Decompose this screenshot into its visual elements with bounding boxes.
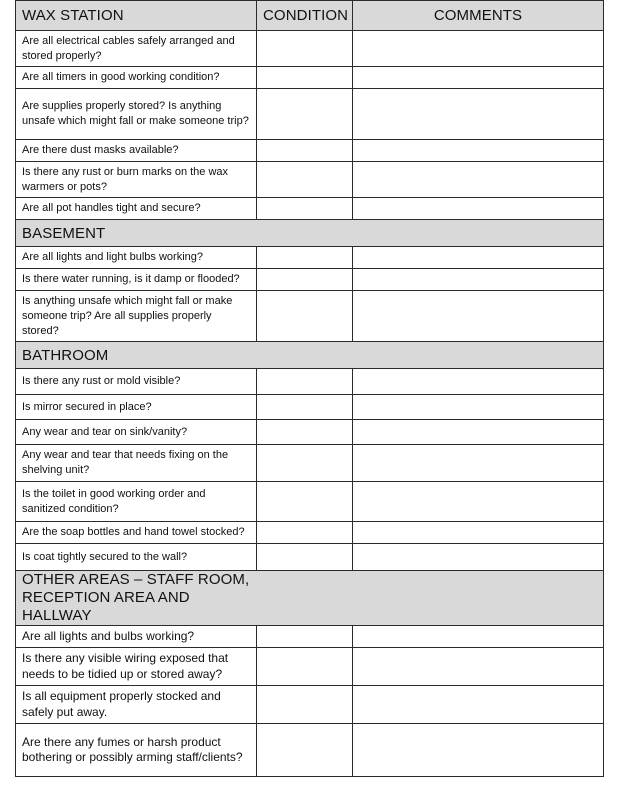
question-text: Is there water running, is it damp or flooded? [16, 269, 257, 291]
section-title: BATHROOM [16, 342, 604, 369]
condition-cell[interactable] [257, 31, 353, 67]
table-row [16, 626, 604, 648]
question-text: Are there dust masks available? [16, 140, 257, 162]
table-row [16, 67, 604, 89]
condition-cell[interactable] [257, 67, 353, 89]
condition-cell[interactable] [257, 626, 353, 648]
question-text: Any wear and tear that needs fixing on the shelving unit? [16, 445, 257, 482]
condition-cell[interactable] [257, 544, 353, 571]
comments-cell[interactable] [353, 482, 604, 522]
comments-cell[interactable] [353, 162, 604, 198]
question-text: Are all lights and light bulbs working? [16, 247, 257, 269]
table-row [16, 31, 604, 67]
condition-cell[interactable] [257, 291, 353, 342]
question-text: Is coat tightly secured to the wall? [16, 544, 257, 571]
comments-cell[interactable] [353, 291, 604, 342]
comments-column-header: COMMENTS [353, 1, 604, 31]
comments-cell[interactable] [353, 395, 604, 420]
condition-cell[interactable] [257, 724, 353, 777]
condition-cell[interactable] [257, 420, 353, 445]
question-text: Is there any visible wiring exposed that needs to be tidied up or stored away? [16, 648, 257, 686]
table-row [16, 420, 604, 445]
table-row [16, 724, 604, 777]
condition-cell[interactable] [257, 140, 353, 162]
condition-cell[interactable] [257, 445, 353, 482]
table-row [16, 291, 604, 342]
comments-cell[interactable] [353, 369, 604, 395]
section-header-bathroom [16, 342, 604, 369]
table-row [16, 648, 604, 686]
table-row [16, 686, 604, 724]
comments-cell[interactable] [353, 626, 604, 648]
comments-cell[interactable] [353, 724, 604, 777]
section-title-text: OTHER AREAS – STAFF ROOM, RECEPTION AREA AND HALLWAY [22, 571, 250, 624]
question-text: Are the soap bottles and hand towel stocked? [16, 522, 257, 544]
question-text: Are all electrical cables safely arranged and stored properly? [16, 31, 257, 67]
table-row [16, 395, 604, 420]
table-row [16, 269, 604, 291]
condition-cell[interactable] [257, 247, 353, 269]
condition-column-header: CONDITION [257, 1, 353, 31]
question-text: Is mirror secured in place? [16, 395, 257, 420]
table-row [16, 369, 604, 395]
comments-cell[interactable] [353, 67, 604, 89]
condition-cell[interactable] [257, 198, 353, 220]
section-title: WAX STATION [16, 1, 257, 31]
comments-cell[interactable] [353, 445, 604, 482]
question-text: Are all lights and bulbs working? [16, 626, 257, 648]
comments-cell[interactable] [353, 420, 604, 445]
question-text: Is there any rust or burn marks on the wax warmers or pots? [16, 162, 257, 198]
comments-cell[interactable] [353, 89, 604, 140]
comments-cell[interactable] [353, 522, 604, 544]
question-text: Is there any rust or mold visible? [16, 369, 257, 395]
table-row [16, 482, 604, 522]
condition-cell[interactable] [257, 89, 353, 140]
table-row [16, 247, 604, 269]
condition-cell[interactable] [257, 482, 353, 522]
table-row [16, 198, 604, 220]
condition-cell[interactable] [257, 162, 353, 198]
table-row [16, 162, 604, 198]
comments-cell[interactable] [353, 269, 604, 291]
comments-cell[interactable] [353, 140, 604, 162]
section-title [16, 571, 604, 626]
comments-cell[interactable] [353, 198, 604, 220]
condition-cell[interactable] [257, 369, 353, 395]
question-text: Any wear and tear on sink/vanity? [16, 420, 257, 445]
section-header-wax-station [16, 1, 604, 31]
question-text: Are all timers in good working condition? [16, 67, 257, 89]
table-row [16, 544, 604, 571]
question-text: Is all equipment properly stocked and safely put away. [16, 686, 257, 724]
comments-cell[interactable] [353, 544, 604, 571]
question-text: Are supplies properly stored? Is anything unsafe which might fall or make someone trip? [16, 89, 257, 140]
table-row [16, 522, 604, 544]
question-text: Is the toilet in good working order and sanitized condition? [16, 482, 257, 522]
comments-cell[interactable] [353, 648, 604, 686]
condition-cell[interactable] [257, 269, 353, 291]
question-text: Is anything unsafe which might fall or make someone trip? Are all supplies properly stored? [16, 291, 257, 342]
table-row [16, 445, 604, 482]
condition-cell[interactable] [257, 395, 353, 420]
table-row [16, 89, 604, 140]
comments-cell[interactable] [353, 686, 604, 724]
comments-cell[interactable] [353, 31, 604, 67]
section-title: BASEMENT [16, 220, 604, 247]
question-text: Are all pot handles tight and secure? [16, 198, 257, 220]
comments-cell[interactable] [353, 247, 604, 269]
condition-cell[interactable] [257, 522, 353, 544]
question-text: Are there any fumes or harsh product bothering or possibly arming staff/clients? [16, 724, 257, 777]
condition-cell[interactable] [257, 686, 353, 724]
condition-cell[interactable] [257, 648, 353, 686]
table-row [16, 140, 604, 162]
section-header-other-areas [16, 571, 604, 626]
section-header-basement [16, 220, 604, 247]
inspection-checklist-table [15, 0, 604, 777]
